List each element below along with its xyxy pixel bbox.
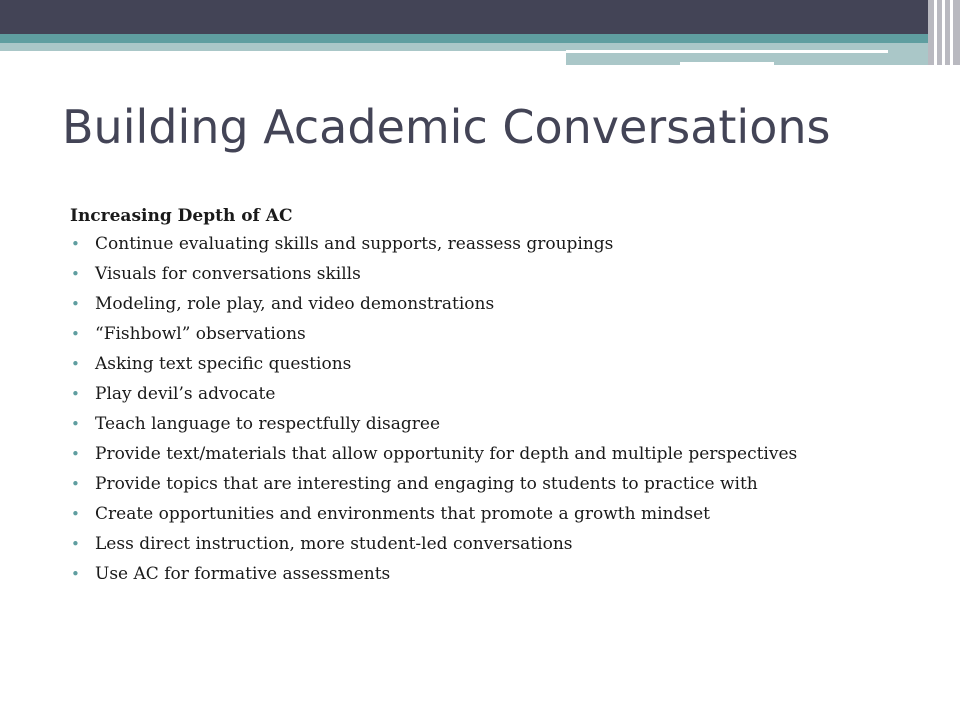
bullet-dot-icon: • (71, 505, 80, 523)
bullet-text: Use AC for formative assessments (95, 564, 391, 584)
bullet-dot-icon: • (71, 445, 80, 463)
header-bar (0, 0, 960, 34)
bullet-item (70, 474, 920, 495)
bullet-text: Create opportunities and environments that promote a growth mindset (95, 504, 710, 524)
bullet-dot-icon: • (71, 385, 80, 403)
corner-line (950, 0, 953, 65)
bullet-item (70, 384, 920, 405)
bullet-text: Asking text specific questions (95, 354, 352, 374)
bullet-item (70, 264, 920, 285)
bullet-text: Less direct instruction, more student-led conversations (95, 534, 573, 554)
bullet-text: Modeling, role play, and video demonstrations (95, 294, 495, 314)
corner-line (934, 0, 937, 65)
bullet-text: Provide text/materials that allow opportunity for depth and multiple perspectives (95, 444, 798, 464)
bullet-text: Teach language to respectfully disagree (95, 414, 441, 434)
bullet-dot-icon: • (71, 325, 80, 343)
bullet-dot-icon: • (71, 265, 80, 283)
bullet-item (70, 504, 920, 525)
bullet-item (70, 234, 920, 255)
slide-body (70, 205, 920, 594)
header-light-stripe-left (0, 43, 566, 51)
bullet-dot-icon: • (71, 355, 80, 373)
bullet-text: Visuals for conversations skills (95, 264, 361, 284)
bullet-item (70, 354, 920, 375)
bullet-dot-icon: • (71, 565, 80, 583)
header-divider-line (566, 50, 888, 53)
header-corner-block (928, 0, 960, 65)
header-divider-line-short (680, 62, 774, 65)
corner-line (942, 0, 945, 65)
bullet-dot-icon: • (71, 475, 80, 493)
header-accent-stripe (0, 34, 960, 43)
bullet-item (70, 414, 920, 435)
bullet-dot-icon: • (71, 535, 80, 553)
bullet-dot-icon: • (71, 415, 80, 433)
bullet-text: Provide topics that are interesting and engaging to students to practice with (95, 474, 758, 494)
bullet-text: Continue evaluating skills and supports, reassess groupings (95, 234, 614, 254)
bullet-item (70, 564, 920, 585)
bullet-text: “Fishbowl” observations (95, 324, 306, 344)
bullet-list (70, 234, 920, 585)
bullet-item (70, 324, 920, 345)
bullet-text: Play devil’s advocate (95, 384, 276, 404)
slide-title: Building Academic Conversations (62, 100, 831, 154)
bullet-dot-icon: • (71, 295, 80, 313)
bullet-item (70, 294, 920, 315)
bullet-dot-icon: • (71, 235, 80, 253)
bullet-item (70, 444, 920, 465)
section-heading: Increasing Depth of AC (70, 206, 293, 226)
bullet-item (70, 534, 920, 555)
